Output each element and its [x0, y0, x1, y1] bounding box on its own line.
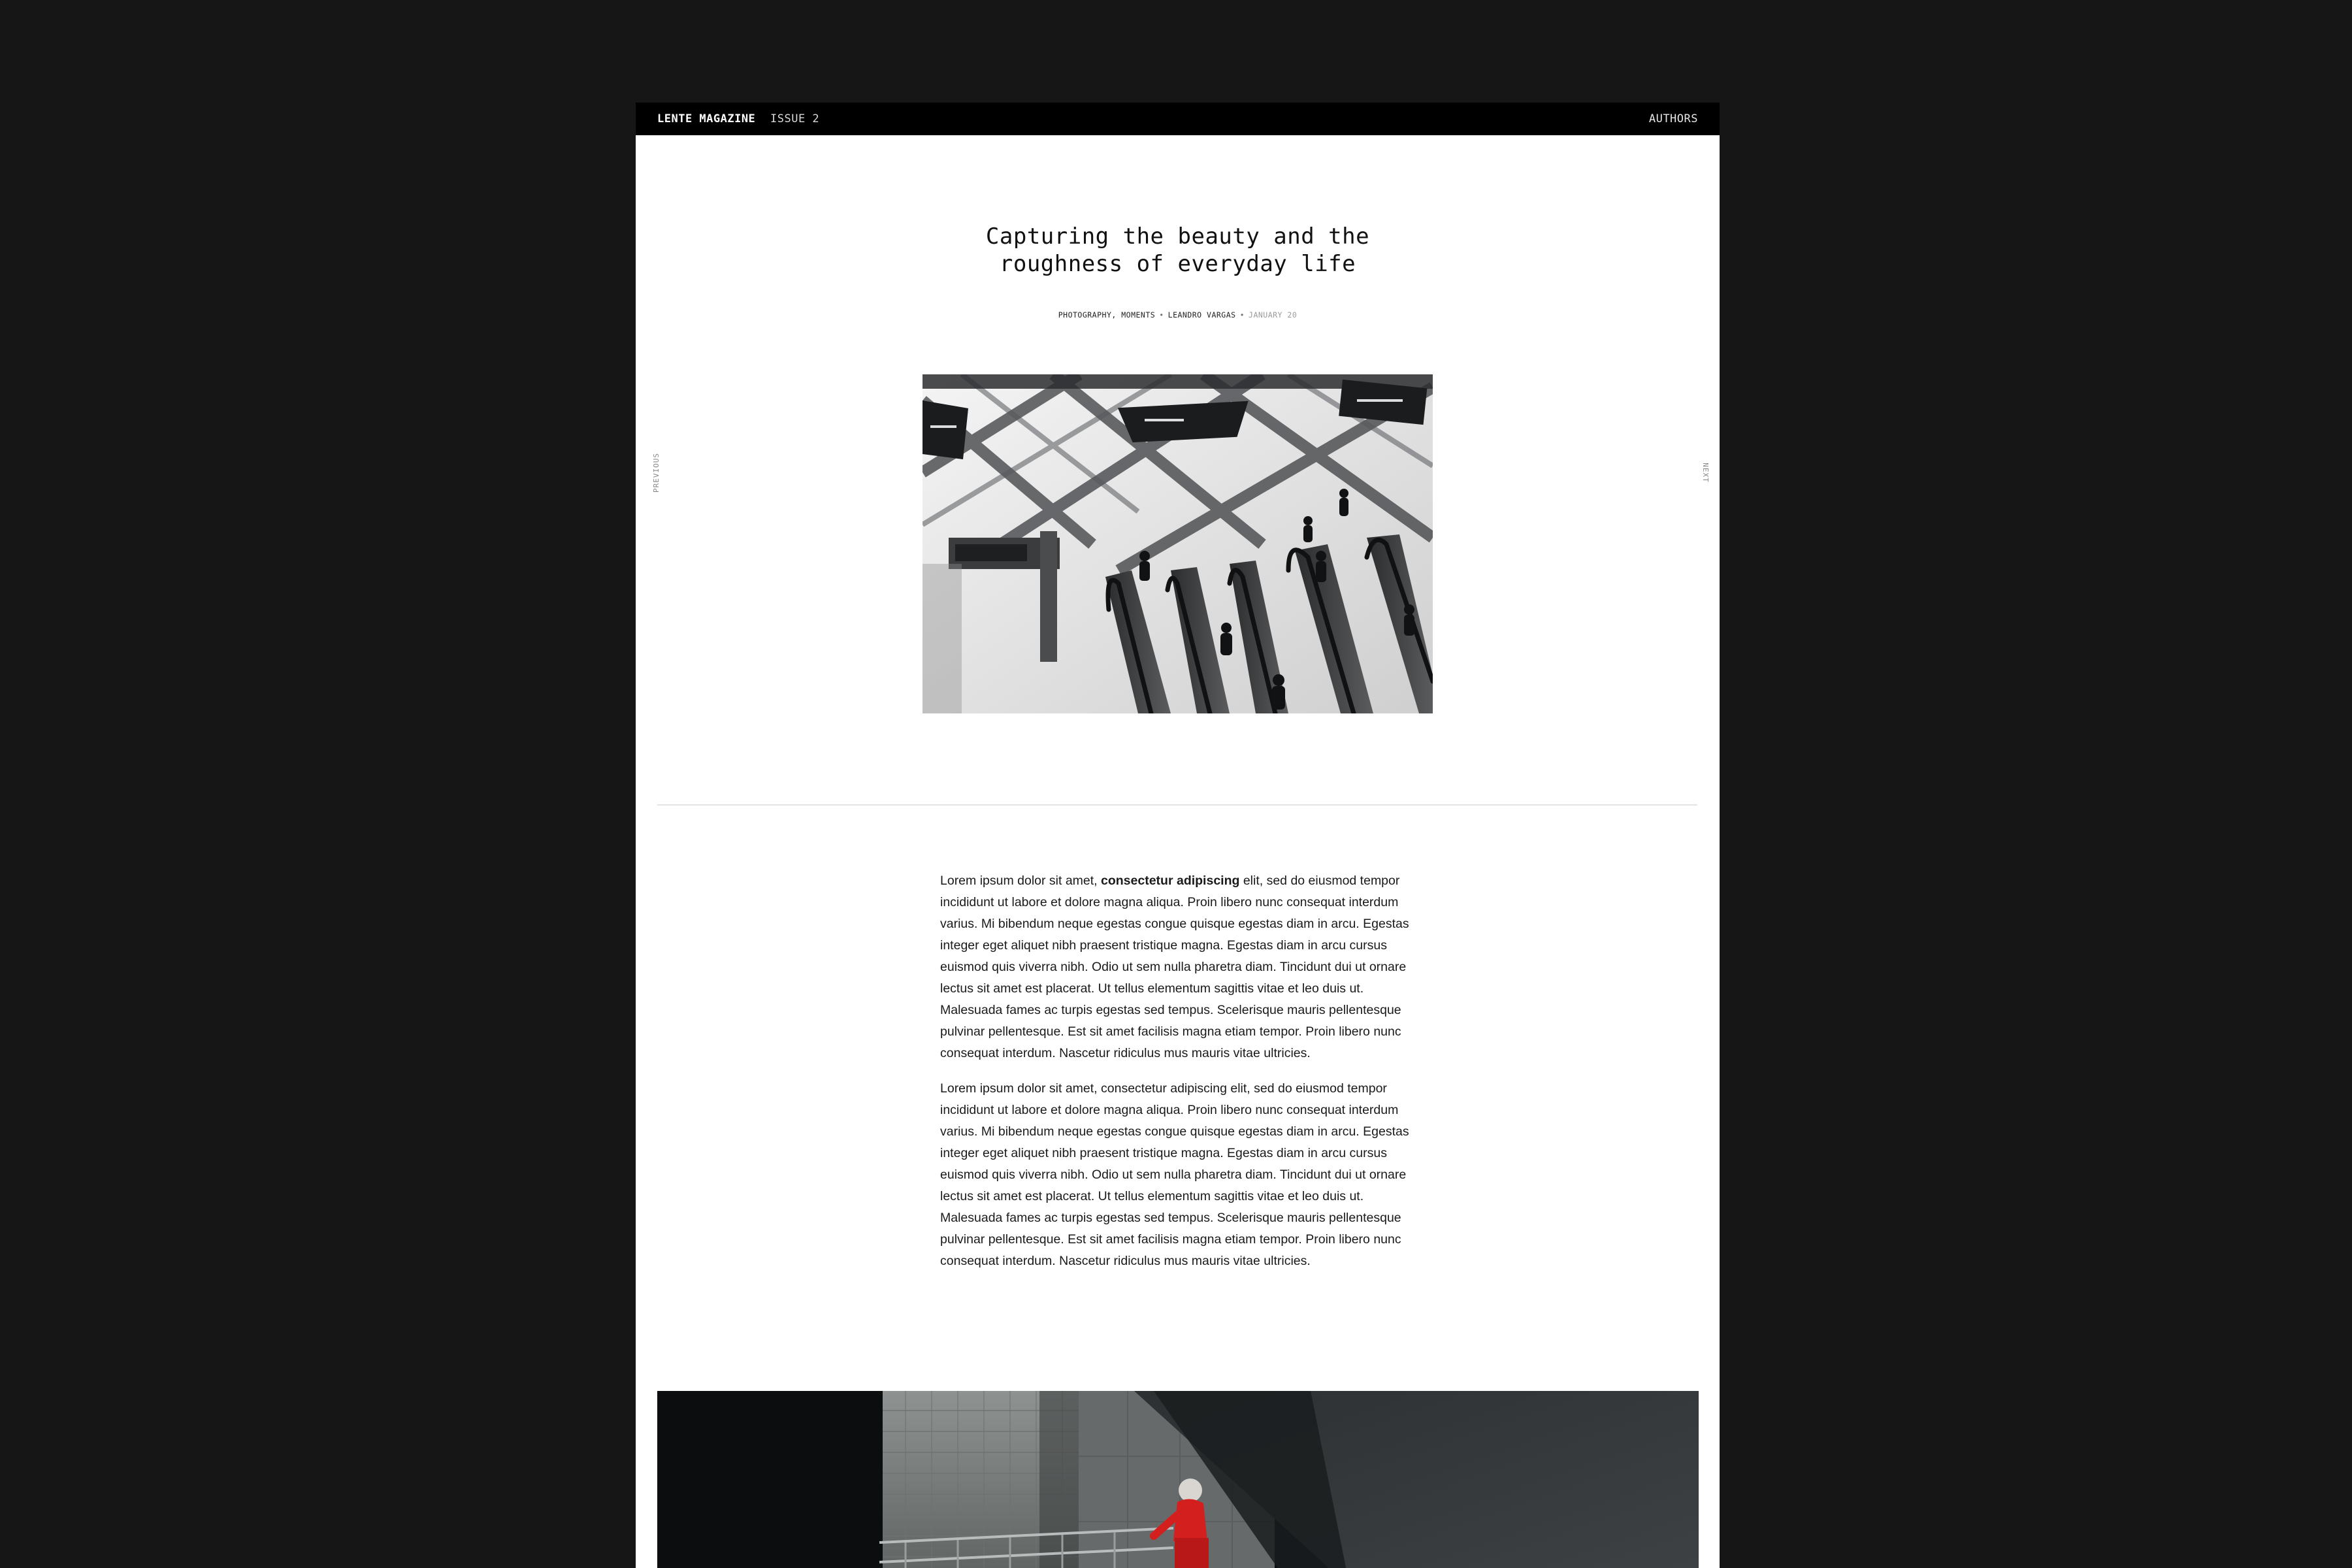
author-link[interactable]: LEANDRO VARGAS [1168, 310, 1236, 319]
section-divider [657, 804, 1697, 806]
article-paragraph-2: Lorem ipsum dolor sit amet, consectetur adipiscing elit, sed do eiusmod tempor incididunt ut labore et dolore magna aliqua. Proin libero nunc consequat interdum varius. Mi bibendum neque egestas congue quisque egestas diam in arcu. Egestas integer eget aliquet nibh praesent tristique magna. Egestas diam in arcu cursus euismod quis viverra nibh. Odio ut sem nulla pharetra diam. Tincidunt dui ut ornare lectus sit amet est placerat. Ut tellus elementum sagittis vitae et leo duis ut. Malesuada fames ac turpis egestas sed tempus. Scelerisque mauris pellentesque pulvinar pellentesque. Est sit amet facilisis magna etiam tempor. Proin libero nunc consequat interdum. Nascetur ridiculus mus mauris vitae ultricies. [940, 1081, 1409, 1268]
brand-logo-link[interactable]: LENTE MAGAZINE [657, 112, 756, 125]
article-title-line-2: roughness of everyday life [999, 251, 1356, 277]
next-article-link[interactable]: NEXT [1701, 463, 1710, 483]
paragraph-1-intro: Lorem ipsum dolor sit amet, [940, 874, 1102, 888]
paragraph-1-bold-text: consectetur adipiscing [1101, 874, 1240, 888]
secondary-image-staircase [657, 1391, 1699, 1568]
paragraph-1-body: elit, sed do eiusmod tempor incididunt ut labore et dolore magna aliqua. Proin libero nunc consequat interdum varius. Mi bibendum neque egestas congue quisque egestas diam in arcu. Egestas integer eget aliquet nibh praesent tristique magna. Egestas diam in arcu cursus euismod quis viverra nibh. Odio ut sem nulla pharetra diam. Tincidunt dui ut ornare lectus sit amet est placerat. Ut tellus elementum sagittis vitae et leo duis ut. Malesuada fames ac turpis egestas sed tempus. Scelerisque mauris pellentesque pulvinar pellentesque. Est sit amet facilisis magna etiam tempor. Proin libero nunc consequat interdum. Nascetur ridiculus mus mauris vitae ultricies. [940, 874, 1409, 1060]
previous-article-link[interactable]: PREVIOUS [651, 453, 661, 493]
meta-separator: • [1239, 310, 1245, 319]
hero-image-escalators [923, 374, 1433, 713]
top-navigation-bar [636, 103, 1720, 135]
article-title-line-1: Capturing the beauty and the [985, 223, 1370, 250]
article-title [636, 223, 1720, 278]
issue-label[interactable]: ISSUE 2 [770, 112, 820, 125]
authors-link[interactable]: AUTHORS [1648, 112, 1698, 125]
publish-date: JANUARY 20 [1249, 310, 1298, 319]
category-links[interactable]: PHOTOGRAPHY, MOMENTS [1058, 310, 1156, 319]
meta-separator: • [1159, 310, 1164, 319]
article-page [636, 103, 1720, 1568]
article-paragraph-1 [940, 870, 1417, 1064]
article-body [940, 870, 1417, 1286]
article-meta [636, 310, 1720, 319]
